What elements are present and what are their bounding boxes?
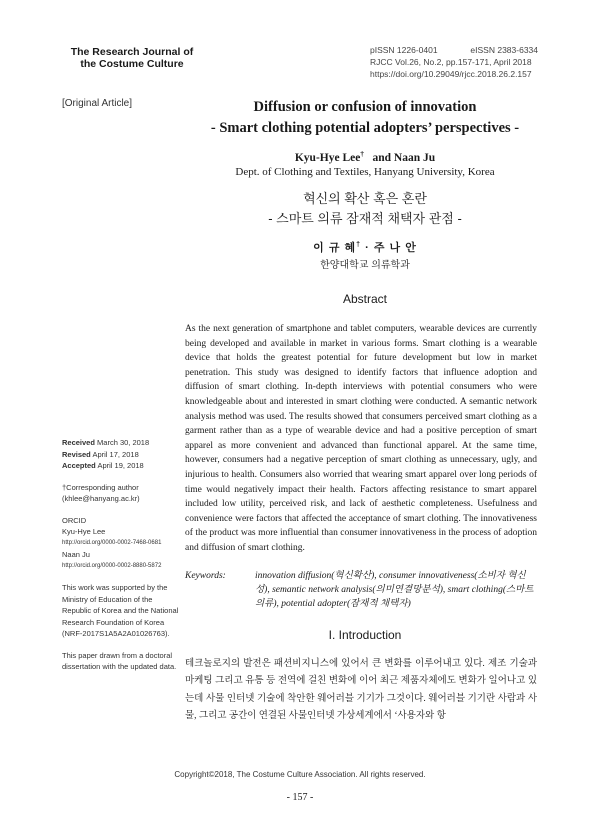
journal-name-line2: the Costume Culture <box>80 58 184 70</box>
accepted-label: Accepted <box>62 461 96 470</box>
orcid-label: ORCID <box>62 515 87 525</box>
received-date: March 30, 2018 <box>97 438 150 447</box>
orcid-name-1: Kyu-Hye Lee <box>62 527 106 536</box>
author-2: Naan Ju <box>393 151 436 164</box>
doi-link[interactable]: https://doi.org/10.29049/rjcc.2018.26.2.157 <box>370 69 532 79</box>
journal-name-line1: The Research Journal of <box>70 46 194 58</box>
paper-title-line1: Diffusion or confusion of innovation <box>253 99 477 115</box>
pissn: pISSN 1226-0401 <box>370 45 438 55</box>
received-row <box>62 437 182 449</box>
paper-title-line2: - Smart clothing potential adopters’ perspectives - <box>210 120 520 136</box>
revised-label: Revised <box>62 449 91 459</box>
dissertation-note: This paper drawn from a doctoral dissertation with the updated data. <box>62 650 177 671</box>
orcid-link-1[interactable]: http://orcid.org/0000-0002-7468-0681 <box>62 539 162 546</box>
received-label: Received <box>62 438 95 447</box>
corresponding-email[interactable]: (khlee@hanyang.ac.kr) <box>62 494 140 503</box>
korean-title <box>185 189 545 229</box>
citation: RJCC Vol.26, No.2, pp.157-171, April 2018 <box>370 57 532 67</box>
introduction-heading: I. Introduction <box>328 628 402 642</box>
corresponding-author-label: †Corresponding author <box>62 482 139 492</box>
authors-korean <box>185 239 545 255</box>
author-conjunction: and <box>372 151 392 164</box>
eissn: eISSN 2383-6334 <box>470 45 538 55</box>
revised-date: April 17, 2018 <box>92 449 139 459</box>
keywords-text: innovation diffusion(혁신확산), consumer innovativeness(소비자 혁신성), semantic network analysis(의미연결망분석), smart clothing(스마트 의류), potential adopter(잠재적 채택자) <box>255 571 534 610</box>
accepted-row <box>62 460 182 472</box>
keywords-label: Keywords: <box>185 571 226 581</box>
abstract-body: As the next generation of smartphone and tablet computers, wearable devices are currently being developed and available in market in various forms. Smart clothing is a wearable device that holds the greatest potential for future development but low in market penetration. This study was designed to identify factors that influence adoption and diffusion of smart clothing. In-depth interviews with potential consumers who were knowledgeable about and interested in smart clothing were conducted. A semantic network analysis method was used. The results showed that consumers perceived smart clothing as a garment rather than as a type of wearable device and had a positive perception of smart apparel as more convenient and advanced than functional apparel. At the same time, however, consumers had a negative perception of smart clothing as unnecessary, ugly, and injurious to health. Consumers also worried that wearing smart apparel over long periods of time would negatively impact their health. Factors affecting resistance to smart apparel included low utility, perceived risk, and lack of aesthetic completeness. Usefulness and convenience were factors that affected the acceptance of smart clothing. The innovativeness of the product was more influential than consumer innovativeness in the process of adoption and diffusion of smart clothing. <box>185 324 537 553</box>
journal-name <box>62 46 202 70</box>
affiliation-english: Dept. of Clothing and Textiles, Hanyang University, Korea <box>235 166 495 178</box>
copyright: Copyright©2018, The Costume Culture Association. All rights reserved. <box>174 770 426 779</box>
author-1: Kyu-Hye Lee <box>294 151 361 164</box>
author-1-korean: 이 규 혜 <box>313 242 357 254</box>
korean-title-line1: 혁신의 확산 혹은 혼란 <box>303 191 427 206</box>
article-sidebar <box>62 437 182 673</box>
page-number: - 157 - <box>286 792 314 803</box>
author-2-korean: · 주 나 안 <box>365 242 417 254</box>
article-type: [Original Article] <box>62 98 133 109</box>
corresponding-dagger-korean: † <box>356 241 362 249</box>
introduction-body: 테크놀로지의 발전은 패션비지니스에 있어서 큰 변화를 이루어내고 있다. 제조 기술과 마케팅 그리고 유통 등 전역에 걸친 변화에 이어 최근 제품자체에도 변화가 일어나고 있는데 사물 인터넷 기술에 착안한 웨어러블 기기가 그것이다. 웨어러블 기기란 사람과 사물, 그리고 공간이 연결된 사물인터넷 가상세계에서 ‘사용자와 항 <box>185 659 537 722</box>
authors-english <box>185 150 545 164</box>
keywords <box>185 569 537 612</box>
paper-title <box>185 97 545 139</box>
korean-title-line2: - 스마트 의류 잠재적 채택자 관점 - <box>268 211 462 226</box>
funding-note: This work was supported by the Ministry of Education of the Republic of Korea and the National Research Foundation of Korea (NRF-2017S1A5A2A01026763). <box>62 583 179 638</box>
publication-info <box>370 44 538 80</box>
accepted-date: April 19, 2018 <box>97 461 144 470</box>
affiliation-korean: 한양대학교 의류학과 <box>320 260 410 271</box>
corresponding-dagger: † <box>360 150 364 158</box>
orcid-name-2: Naan Ju <box>62 550 90 559</box>
revised-row <box>62 449 182 461</box>
orcid-link-2[interactable]: http://orcid.org/0000-0002-8880-5872 <box>62 562 162 569</box>
abstract-heading: Abstract <box>342 292 387 306</box>
